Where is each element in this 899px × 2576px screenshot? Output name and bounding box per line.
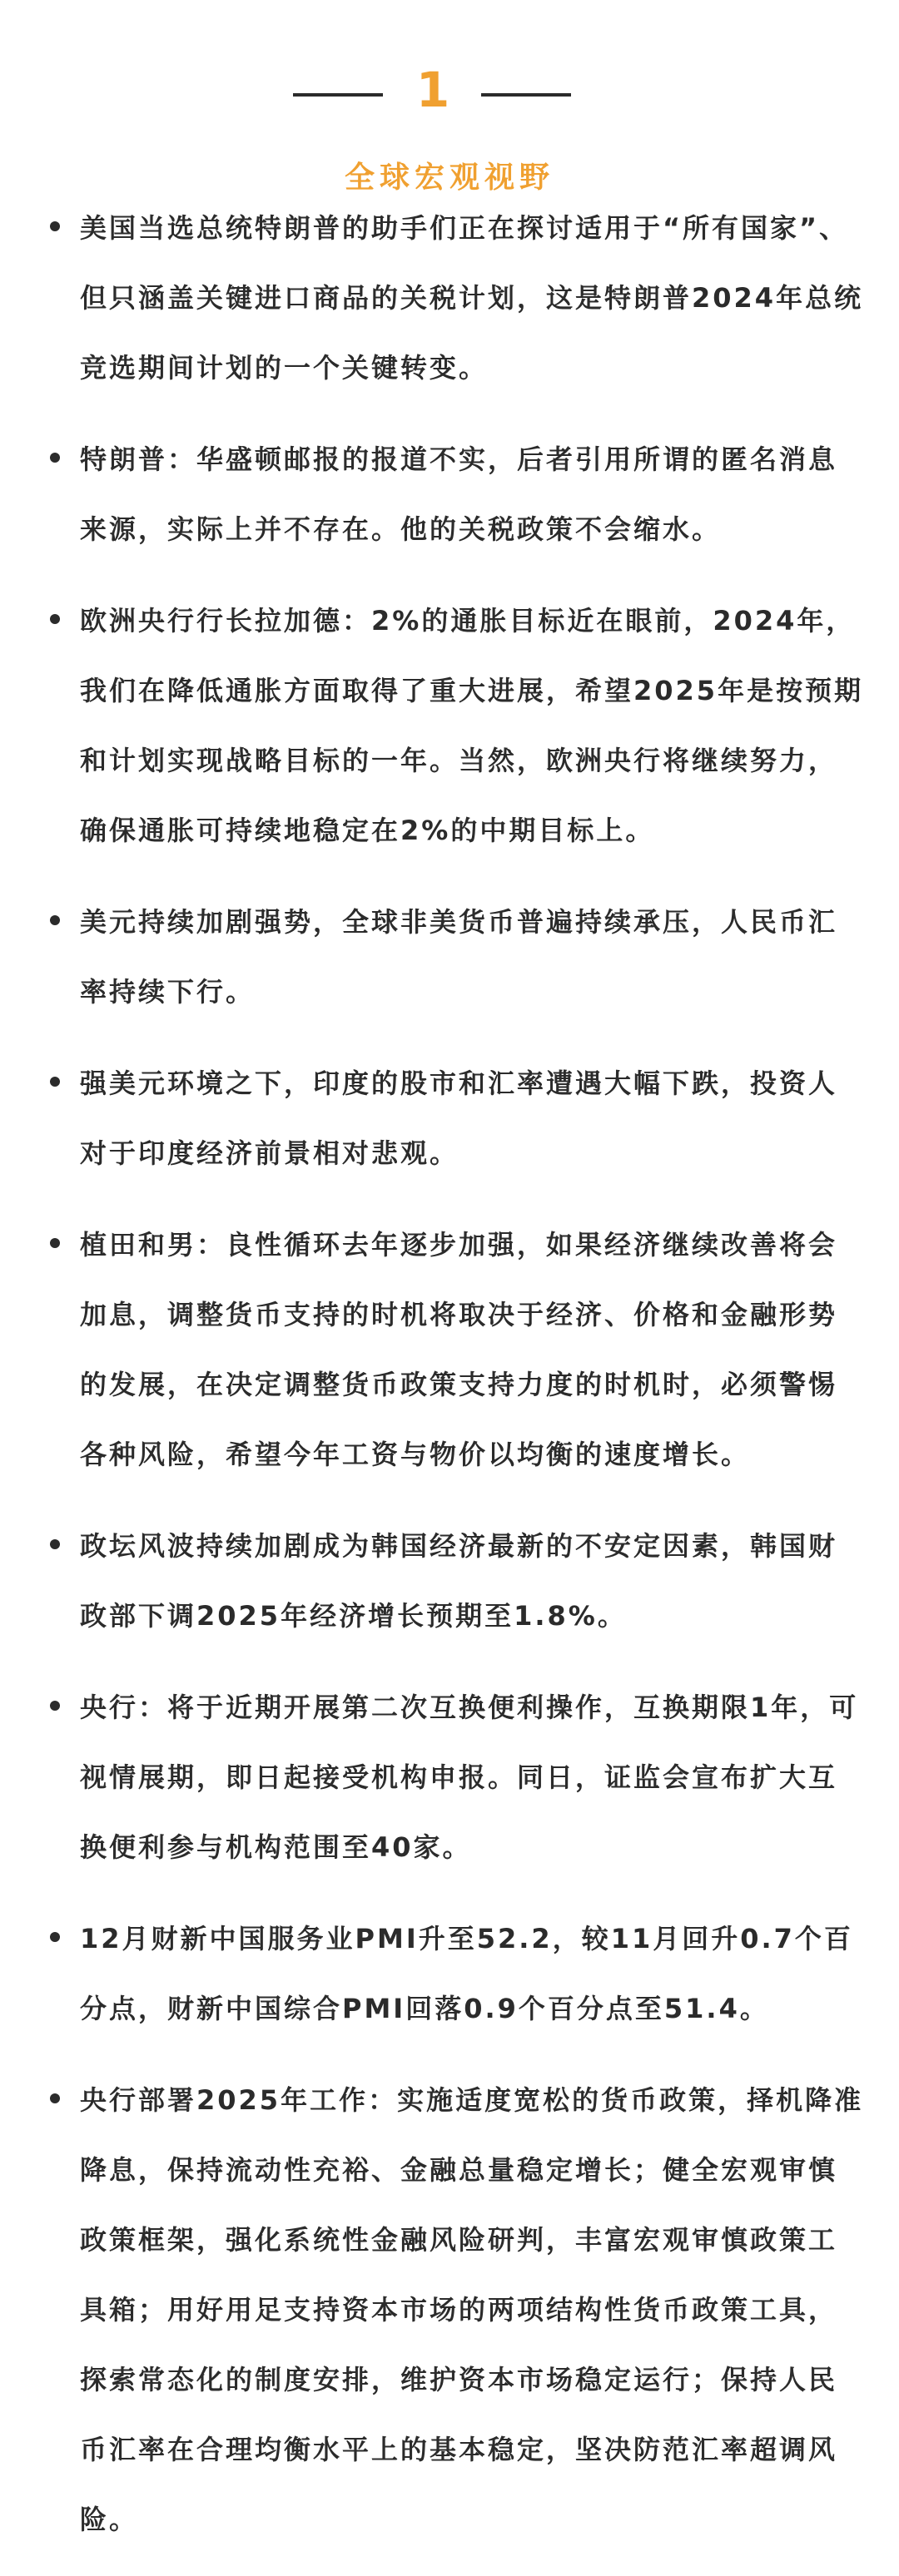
news-item <box>50 193 866 403</box>
news-text: 植田和男：良性循环去年逐步加强，如果经济继续改善将会加息，调整货币支持的时机将取决于经济、价格和金融形势的发展，在决定调整货币政策支持力度的时机时，必须警惕各种风险，希望今年工资与物价以均衡的速度增长。 <box>80 1229 838 1470</box>
bullet-icon <box>50 1077 60 1087</box>
news-text: 政坛风波持续加剧成为韩国经济最新的不安定因素，韩国财政部下调2025年经济增长预期至1.8%。 <box>80 1530 838 1632</box>
bullet-icon <box>50 1701 60 1711</box>
bullet-icon <box>50 1238 60 1248</box>
section-title: 全球宏观视野 <box>344 161 554 195</box>
news-item <box>50 1048 866 1188</box>
news-text: 美国当选总统特朗普的助手们正在探讨适用于“所有国家”、但只涵盖关键进口商品的关税计划，这是特朗普2024年总统竞选期间计划的一个关键转变。 <box>80 212 864 384</box>
news-text: 特朗普：华盛顿邮报的报道不实，后者引用所谓的匿名消息来源，实际上并不存在。他的关税政策不会缩水。 <box>80 443 838 545</box>
divider-right <box>481 93 571 97</box>
bullet-icon <box>50 1932 60 1942</box>
news-text: 央行部署2025年工作：实施适度宽松的货币政策，择机降准降息，保持流动性充裕、金融总量稳定增长；健全宏观审慎政策框架，强化系统性金融风险研判，丰富宏观审慎政策工具箱；用好用足支持资本市场的两项结构性货币政策工具，探索常态化的制度安排，维护资本市场稳定运行；保持人民币汇率在合理均衡水平上的基本稳定，坚决防范汇率超调风险。 <box>80 2084 864 2535</box>
bullet-icon <box>50 453 60 463</box>
news-item <box>50 1672 866 1882</box>
news-text: 强美元环境之下，印度的股市和汇率遭遇大幅下跌，投资人对于印度经济前景相对悲观。 <box>80 1068 838 1169</box>
news-text: 12月财新中国服务业PMI升至52.2，较11月回升0.7个百分点，财新中国综合PMI回落0.9个百分点至51.4。 <box>80 1923 853 2024</box>
news-item <box>50 2065 866 2554</box>
news-item <box>50 586 866 865</box>
news-item <box>50 424 866 564</box>
news-item <box>50 887 866 1027</box>
bullet-icon <box>50 221 60 231</box>
news-item <box>50 1210 866 1489</box>
section-number: 1 <box>415 62 450 118</box>
news-text: 美元持续加剧强势，全球非美货币普遍持续承压，人民币汇率持续下行。 <box>80 906 838 1008</box>
news-item <box>50 1511 866 1651</box>
divider-left <box>293 93 383 97</box>
bullet-icon <box>50 2093 60 2103</box>
section-header <box>0 0 899 208</box>
bullet-icon <box>50 915 60 925</box>
bullet-icon <box>50 614 60 624</box>
news-text: 央行：将于近期开展第二次互换便利操作，互换期限1年，可视情展期，即日起接受机构申报。同日，证监会宣布扩大互换便利参与机构范围至40家。 <box>80 1692 859 1863</box>
news-list <box>50 193 866 2576</box>
news-item <box>50 1904 866 2043</box>
bullet-icon <box>50 1539 60 1549</box>
news-text: 欧洲央行行长拉加德：2%的通胀目标近在眼前，2024年，我们在降低通胀方面取得了重大进展，希望2025年是按预期和计划实现战略目标的一年。当然，欧洲央行将继续努力，确保通胀可持续地稳定在2%的中期目标上。 <box>80 605 864 846</box>
